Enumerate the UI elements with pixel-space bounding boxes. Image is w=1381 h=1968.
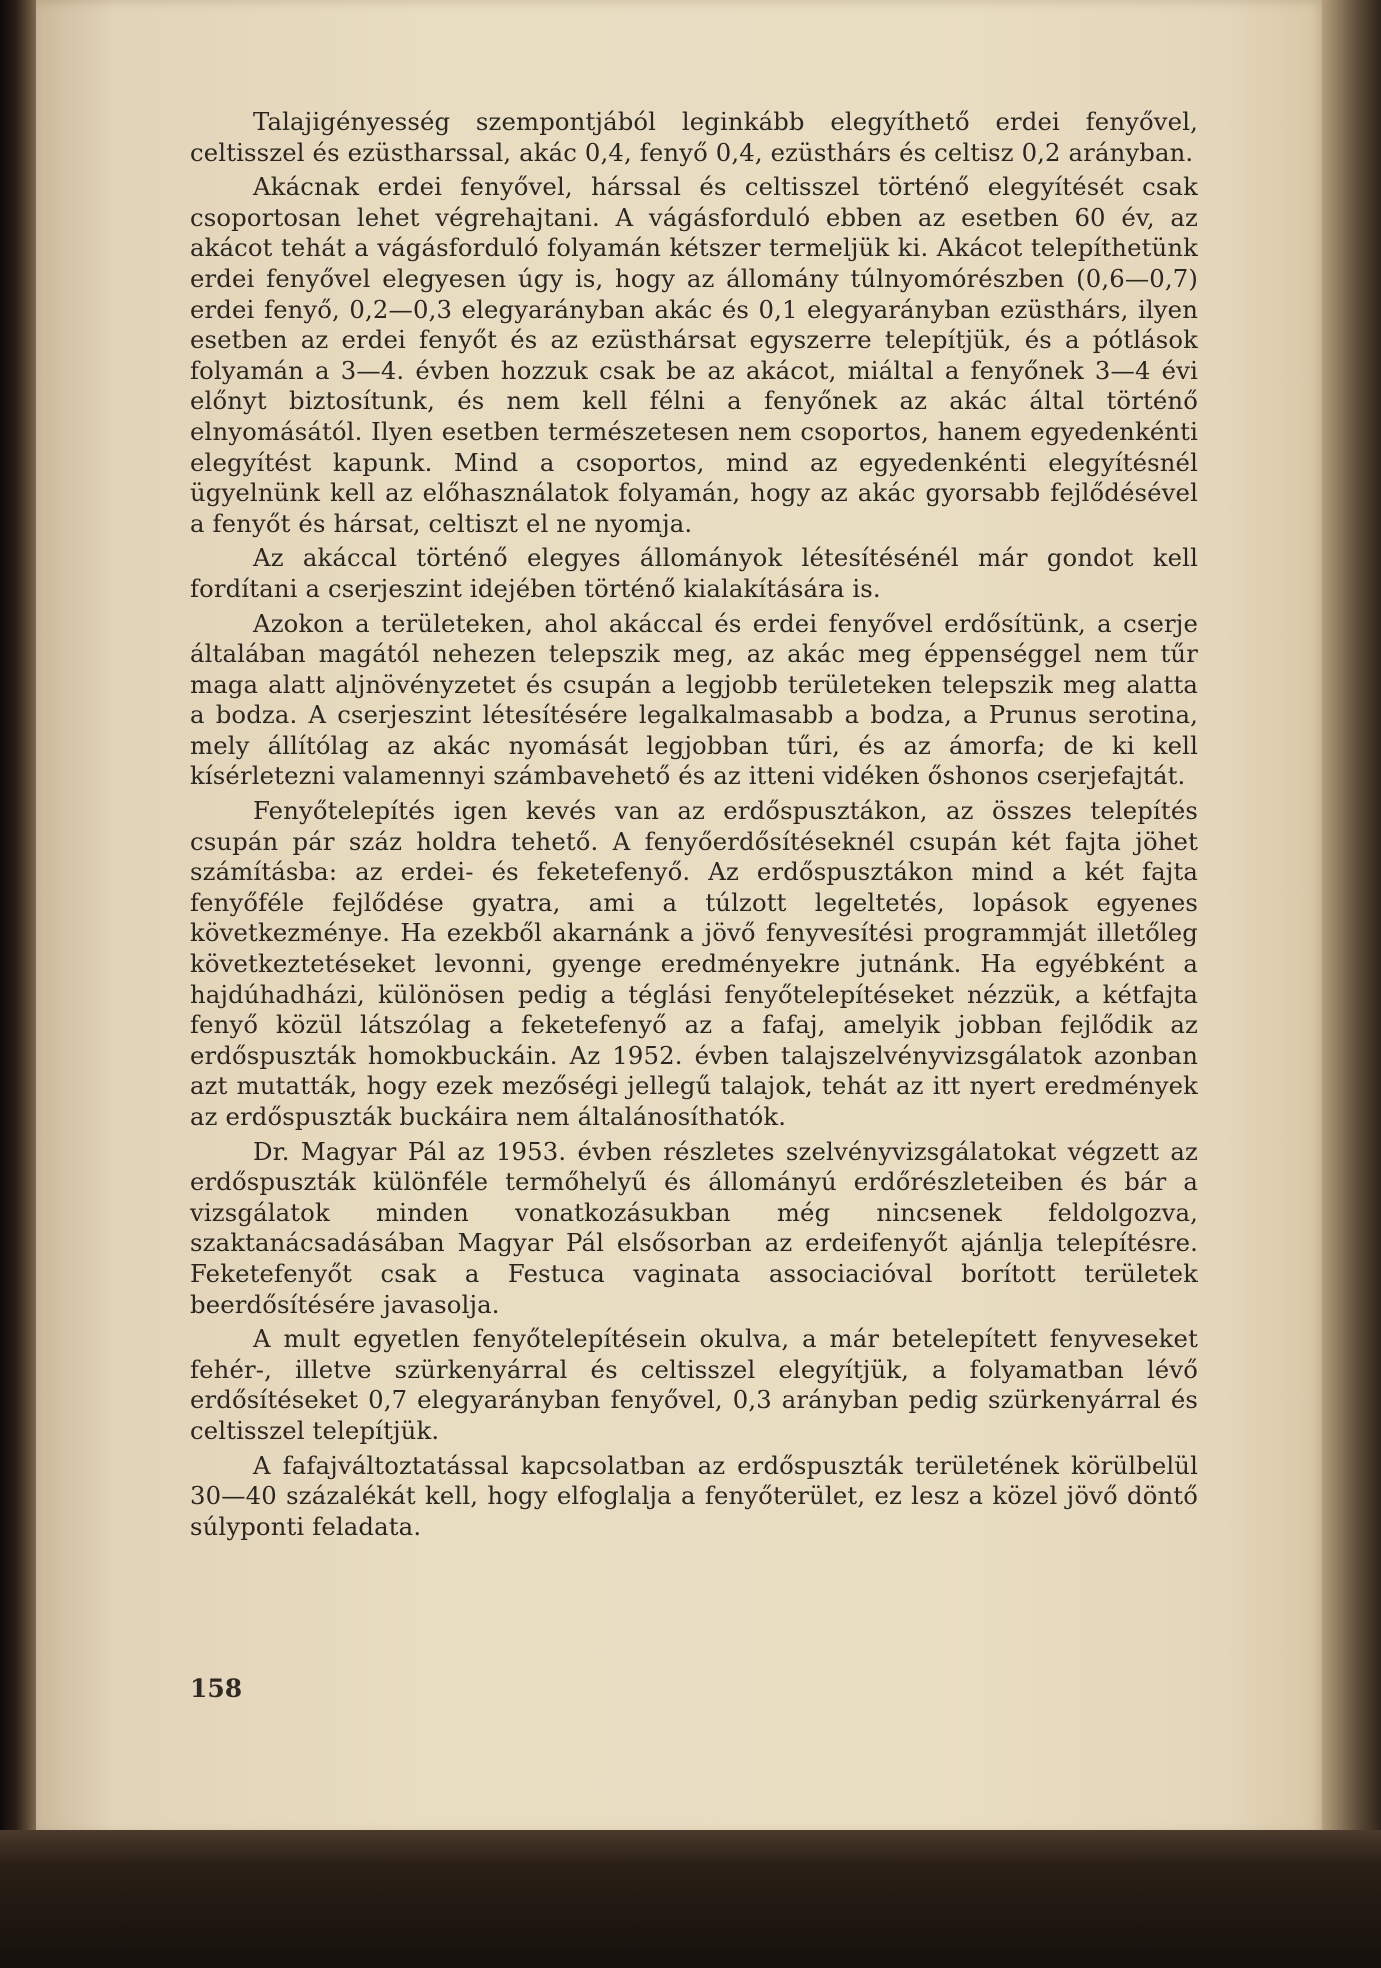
body-text <box>190 107 1198 1546</box>
paragraph: Talajigényesség szempontjából leginkább elegyíthető erdei fenyővel, celtisszel és ezüstharssal, akác 0,4, fenyő 0,4, ezüsthárs és celtisz 0,2 arányban. <box>190 107 1198 167</box>
paragraph: Azokon a területeken, ahol akáccal és erdei fenyővel erdősítünk, a cserje általában magától nehezen telepszik meg, az akác meg éppenséggel nem tűr maga alatt aljnövényzetet és csupán a legjobb területeken telepszik meg alatta a bodza. A cserjeszint létesítésére legalkalmasabb a bodza, a Prunus serotina, mely állítólag az akác nyomását legjobban tűri, és az ámorfa; de ki kell kísérletezni valamennyi számbavehető és az itteni vidéken őshonos cserjefajtát. <box>190 608 1198 791</box>
paragraph: A fafajváltoztatással kapcsolatban az erdőspuszták területének körülbelül 30—40 százalékát kell, hogy elfoglalja a fenyőterület, ez lesz a közel jövő döntő súlyponti feladata. <box>190 1450 1198 1541</box>
paragraph: A mult egyetlen fenyőtelepítésein okulva, a már betelepített fenyveseket fehér-, illetve szürkenyárral és celtisszel elegyítjük, a folyamatban lévő erdősítéseket 0,7 elegyarányban fenyővel, 0,3 arányban pedig szürkenyárral és celtisszel telepítjük. <box>190 1324 1198 1445</box>
page-number: 158 <box>190 1674 243 1703</box>
book-bottom-edge <box>0 1830 1381 1968</box>
paragraph: Akácnak erdei fenyővel, hárssal és celtisszel történő elegyítését csak csoportosan lehet végrehajtani. A vágásforduló ebben az esetben 60 év, az akácot tehát a vágásforduló folyamán kétszer termeljük ki. Akácot telepíthetünk erdei fenyővel elegyesen úgy is, hogy az állomány túlnyomórészben (0,6—0,7) erdei fenyő, 0,2—0,3 elegyarányban akác és 0,1 elegyarányban ezüsthárs, ilyen esetben az erdei fenyőt és az ezüsthársat egyszerre telepítjük, és a pótlások folyamán a 3—4. évben hozzuk csak be az akácot, miáltal a fenyőnek 3—4 évi előnyt biztosítunk, és nem kell félni a fenyőnek az akác által történő elnyomásától. Ilyen esetben természetesen nem csoportos, hanem egyedenkénti elegyítést kapunk. Mind a csoportos, mind az egyedenkénti elegyítésnél ügyelnünk kell az előhasználatok folyamán, hogy az akác gyorsabb fejlődésével a fenyőt és hársat, celtiszt el ne nyomja. <box>190 172 1198 538</box>
paragraph: Dr. Magyar Pál az 1953. évben részletes szelvényvizsgálatokat végzett az erdőspuszták különféle termőhelyű és állományú erdőrészleteiben és bár a vizsgálatok minden vonatkozásukban még nincsenek feldolgozva, szaktanácsadásában Magyar Pál elsősorban az erdeifenyőt ajánlja telepítésre. Feketefenyőt csak a Festuca vaginata associacióval borított területek beerdősítésére javasolja. <box>190 1136 1198 1319</box>
paragraph: Fenyőtelepítés igen kevés van az erdőspusztákon, az összes telepítés csupán pár száz holdra tehető. A fenyőerdősítéseknél csupán két fajta jöhet számításba: az erdei- és feketefenyő. Az erdőspusztákon mind a két fajta fenyőféle fejlődése gyatra, ami a túlzott legeltetés, lopások egyenes következménye. Ha ezekből akarnánk a jövő fenyvesítési programmját illetőleg következtetéseket levonni, gyenge eredményekre jutnánk. Ha egyébként a hajdúhadházi, különösen pedig a téglási fenyőtelepítéseket nézzük, a kétfajta fenyő közül látszólag a feketefenyő az a fafaj, amelyik jobban fejlődik az erdőspuszták homokbuckáin. Az 1952. évben talajszelvényvizsgálatok azonban azt mutatták, hogy ezek mezőségi jellegű talajok, tehát az itt nyert eredmények az erdőspuszták buckáira nem általánosíthatók. <box>190 796 1198 1131</box>
page-edge-shadow <box>1322 0 1381 1835</box>
paragraph: Az akáccal történő elegyes állományok létesítésénél már gondot kell fordítani a cserjeszint idejében történő kialakítására is. <box>190 543 1198 603</box>
book-spine-shadow <box>0 0 40 1968</box>
